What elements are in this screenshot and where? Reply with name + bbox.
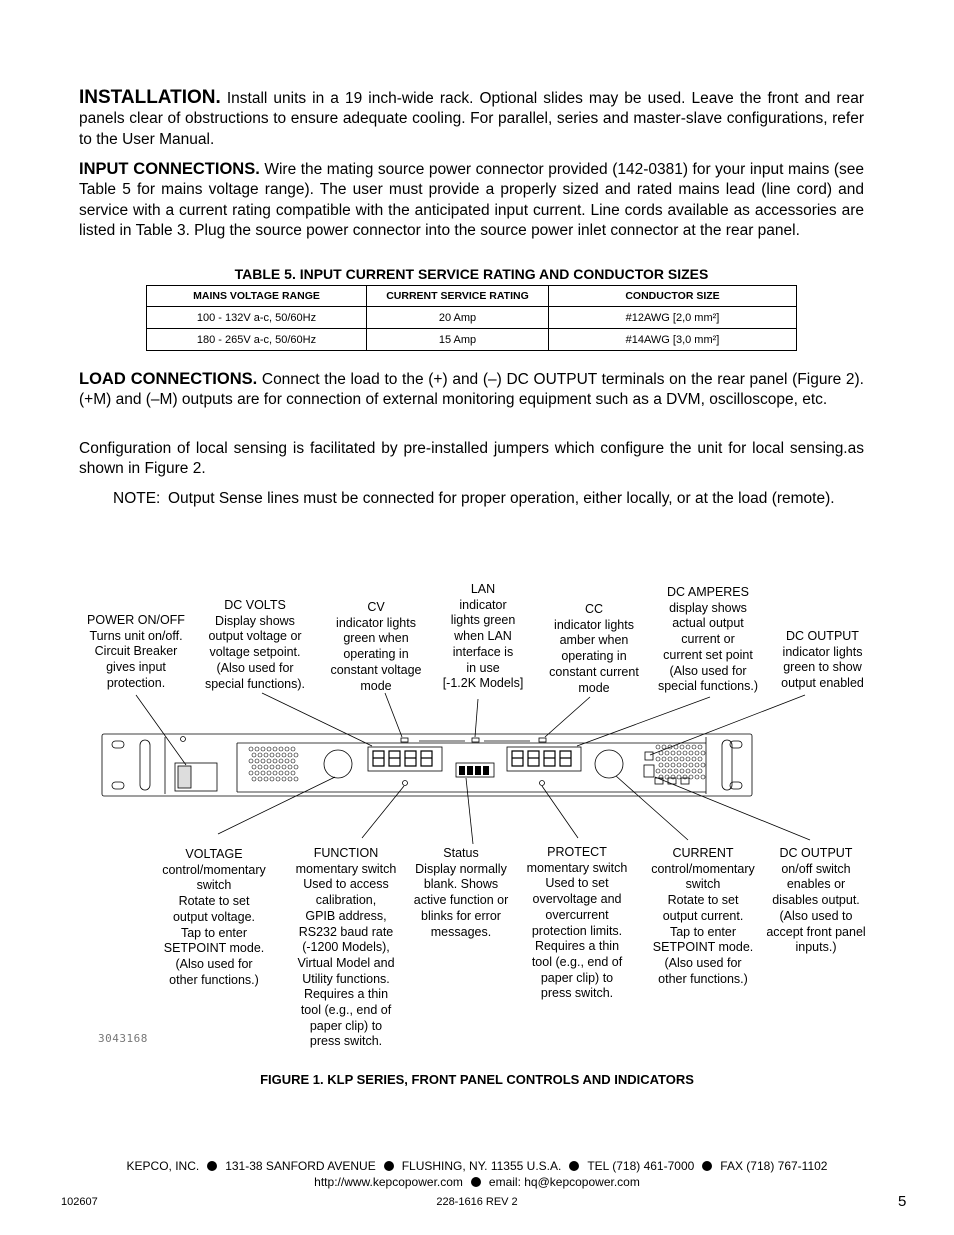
vent-hole <box>294 753 298 757</box>
vent-hole <box>689 775 693 779</box>
vent-hole <box>665 751 669 755</box>
vent-hole <box>267 747 271 751</box>
drawing-number: 3043168 <box>98 1032 148 1045</box>
vent-hole <box>249 771 253 775</box>
table-header: MAINS VOLTAGE RANGE <box>147 286 367 307</box>
vent-hole <box>249 759 253 763</box>
vent-hole <box>291 747 295 751</box>
vent-hole <box>686 769 690 773</box>
footer-web-link[interactable]: http://www.kepcopower.com <box>314 1175 463 1189</box>
vent-hole <box>252 765 256 769</box>
vent-hole <box>698 769 702 773</box>
vent-hole <box>671 751 675 755</box>
table-cell: #12AWG [2,0 mm²] <box>549 307 797 329</box>
vent-hole <box>656 757 660 761</box>
left-handle <box>140 740 150 790</box>
vent-hole <box>291 771 295 775</box>
vent-hole <box>659 775 663 779</box>
note-body: Output Sense lines must be connected for proper operation, either locally, or at the load (remote). <box>168 490 835 507</box>
function-switch <box>403 781 408 786</box>
vent-hole <box>264 777 268 781</box>
input-connections-body: Wire the mating source power connector provided (142-0381) for your input mains (see Table 5 for mains voltage range). The user must provide a properly sized and rated mains lead (line cord) and service with a current rating compatible with the anticipated input current. Line cords available as accessories are listed in Table 3. Plug the source power connector into the source power inlet connector at the rear panel. <box>79 161 864 239</box>
vent-hole <box>665 775 669 779</box>
vent-hole <box>270 765 274 769</box>
vent-hole <box>288 777 292 781</box>
vent-hole <box>285 771 289 775</box>
vent-hole <box>686 757 690 761</box>
vent-hole <box>674 769 678 773</box>
vent-hole <box>701 751 705 755</box>
vent-hole <box>671 763 675 767</box>
bullet-icon <box>569 1161 579 1171</box>
rack-slot <box>112 741 124 748</box>
page-number: 5 <box>898 1193 907 1210</box>
installation-heading: INSTALLATION. <box>79 87 221 108</box>
footer-date-code: 102607 <box>61 1196 98 1208</box>
vent-hole <box>698 745 702 749</box>
table-cell: 15 Amp <box>367 329 549 351</box>
table-header: CURRENT SERVICE RATING <box>367 286 549 307</box>
callout-dc-output-switch: DC OUTPUT on/off switch enables or disables output. (Also used to accept front panel inputs.) <box>766 846 866 955</box>
cv-indicator <box>401 738 408 742</box>
vent-hole <box>695 763 699 767</box>
note-label: NOTE: <box>113 490 161 507</box>
lan-indicator <box>472 738 479 742</box>
vent-hole <box>668 757 672 761</box>
footer-company: KEPCO, INC. <box>126 1159 200 1173</box>
bullet-icon <box>384 1161 394 1171</box>
vent-hole <box>273 771 277 775</box>
cc-indicator <box>539 738 546 742</box>
vent-hole <box>282 777 286 781</box>
vent-hole <box>279 771 283 775</box>
vent-hole <box>285 759 289 763</box>
callout-dc-output-indicator: DC OUTPUT indicator lights green to show output enabled <box>781 629 864 691</box>
vent-hole <box>267 759 271 763</box>
vent-hole <box>668 769 672 773</box>
vent-hole <box>270 753 274 757</box>
vent-hole <box>659 763 663 767</box>
table-cell: 100 - 132V a-c, 50/60Hz <box>147 307 367 329</box>
vent-hole <box>261 771 265 775</box>
vent-hole <box>252 777 256 781</box>
vent-hole <box>279 759 283 763</box>
footer-tel: TEL (718) 461-7000 <box>587 1159 695 1173</box>
footer-address: 131-38 SANFORD AVENUE <box>225 1159 376 1173</box>
rack-slot <box>112 782 124 789</box>
vent-hole <box>264 753 268 757</box>
vent-hole <box>674 757 678 761</box>
vent-hole <box>689 763 693 767</box>
vent-hole <box>261 747 265 751</box>
vent-hole <box>692 769 696 773</box>
vent-hole <box>671 775 675 779</box>
callout-current-control: CURRENT control/momentary switch Rotate to set output current. Tap to enter SETPOINT mode. (Also used for other functions.) <box>651 846 755 986</box>
vent-hole <box>288 753 292 757</box>
sensing-paragraph: Configuration of local sensing is facilitated by pre-installed jumpers which configure the unit for local sensing.as shown in Figure 2. <box>79 440 864 478</box>
vent-hole <box>662 769 666 773</box>
callout-cv-indicator: CV indicator lights green when operating in constant voltage mode <box>330 600 422 693</box>
footer-web-line <box>0 1175 954 1189</box>
vent-hole <box>683 775 687 779</box>
vent-hole <box>261 759 265 763</box>
vent-hole <box>258 753 262 757</box>
vent-hole <box>276 753 280 757</box>
callout-dc-volts: DC VOLTS Display shows output voltage or voltage setpoint. (Also used for special functions). <box>204 598 306 691</box>
vent-hole <box>677 763 681 767</box>
callout-function-switch: FUNCTION momentary switch Used to access calibration, GPIB address, RS232 baud rate (-1200 Models), Virtual Model and Utility functions. Requires a thin tool (e.g., end of paper clip) to press switch. <box>295 846 397 1049</box>
vent-hole <box>677 775 681 779</box>
input-connections-heading: INPUT CONNECTIONS. <box>79 160 260 178</box>
table-header: CONDUCTOR SIZE <box>549 286 797 307</box>
callout-power-on-off: POWER ON/OFF Turns unit on/off. Circuit Breaker gives input protection. <box>87 613 185 690</box>
vent-hole <box>294 777 298 781</box>
right-handle <box>722 740 732 790</box>
vent-hole <box>689 751 693 755</box>
vent-hole <box>656 769 660 773</box>
vent-hole <box>276 777 280 781</box>
vent-hole <box>276 765 280 769</box>
callout-lan-indicator: LAN indicator lights green when LAN interface is in use [-1.2K Models] <box>442 582 524 691</box>
table-cell: #14AWG [3,0 mm²] <box>549 329 797 351</box>
footer-email[interactable]: email: hq@kepcopower.com <box>488 1175 640 1189</box>
vent-hole <box>662 745 666 749</box>
footer-city: FLUSHING, NY. 11355 U.S.A. <box>401 1159 562 1173</box>
vent-hole <box>680 757 684 761</box>
vent-hole <box>291 759 295 763</box>
vent-hole <box>279 747 283 751</box>
footer-fax: FAX (718) 767-1102 <box>720 1159 828 1173</box>
vent-hole <box>698 757 702 761</box>
vent-hole <box>656 745 660 749</box>
vent-hole <box>683 751 687 755</box>
vent-hole <box>288 765 292 769</box>
vent-hole <box>695 751 699 755</box>
vent-hole <box>264 765 268 769</box>
load-connections-body: Connect the load to the (+) and (–) DC OUTPUT terminals on the rear panel (Figure 2). (+M) and (–M) outputs are for connection of external monitoring equipment such as a DVM, oscilloscope, etc. <box>79 371 864 409</box>
bullet-icon <box>471 1177 481 1187</box>
callout-status-display: Status Display normally blank. Shows active function or blinks for error messages. <box>413 846 509 939</box>
vent-hole <box>258 777 262 781</box>
vent-hole <box>701 775 705 779</box>
figure-caption: FIGURE 1. KLP SERIES, FRONT PANEL CONTROLS AND INDICATORS <box>260 1072 694 1087</box>
table-cell: 180 - 265V a-c, 50/60Hz <box>147 329 367 351</box>
dc-output-indicator <box>645 752 653 760</box>
vent-hole <box>267 771 271 775</box>
vent-hole <box>249 747 253 751</box>
vent-hole <box>701 763 705 767</box>
vent-hole <box>692 757 696 761</box>
vent-hole <box>294 765 298 769</box>
bullet-icon <box>207 1161 217 1171</box>
vent-hole <box>695 775 699 779</box>
voltage-knob <box>324 750 352 778</box>
current-knob <box>595 750 623 778</box>
protect-switch <box>540 781 545 786</box>
vent-hole <box>662 757 666 761</box>
callout-cc-indicator: CC indicator lights amber when operating in constant current mode <box>549 602 639 695</box>
vent-hole <box>680 745 684 749</box>
callout-voltage-control: VOLTAGE control/momentary switch Rotate to set output voltage. Tap to enter SETPOINT mode. (Also used for other functions.) <box>162 847 266 987</box>
footer-address-line <box>0 1159 954 1173</box>
installation-body: Install units in a 19 inch-wide rack. Optional slides may be used. Leave the front and rear panels clear of obstructions to ensure adequate cooling. For parallel, series and master-slave configurations, refer to the User Manual. <box>79 90 864 148</box>
vent-hole <box>258 765 262 769</box>
vent-hole <box>255 759 259 763</box>
vent-hole <box>692 745 696 749</box>
table-cell: 20 Amp <box>367 307 549 329</box>
vent-hole <box>255 771 259 775</box>
vent-hole <box>273 759 277 763</box>
load-connections-heading: LOAD CONNECTIONS. <box>79 370 258 388</box>
vent-hole <box>683 763 687 767</box>
ground-screw <box>181 737 186 742</box>
table5-caption: TABLE 5. INPUT CURRENT SERVICE RATING AND CONDUCTOR SIZES <box>234 266 709 282</box>
vent-hole <box>282 765 286 769</box>
vent-hole <box>273 747 277 751</box>
vent-hole <box>270 777 274 781</box>
vent-hole <box>686 745 690 749</box>
callout-dc-amperes: DC AMPERES display shows actual output current or current set point (Also used for special functions.) <box>657 585 759 694</box>
footer-doc-number: 228-1616 REV 2 <box>436 1196 518 1208</box>
vent-hole <box>285 747 289 751</box>
vent-hole <box>665 763 669 767</box>
callout-protect-switch: PROTECT momentary switch Used to set overvoltage and overcurrent protection limits. Requires a thin tool (e.g., end of paper clip) to press switch. <box>526 845 628 1001</box>
vent-hole <box>680 769 684 773</box>
vent-hole <box>252 753 256 757</box>
vent-hole <box>282 753 286 757</box>
vent-hole <box>677 751 681 755</box>
bullet-icon <box>702 1161 712 1171</box>
vent-hole <box>255 747 259 751</box>
dc-output-switch <box>644 765 654 777</box>
